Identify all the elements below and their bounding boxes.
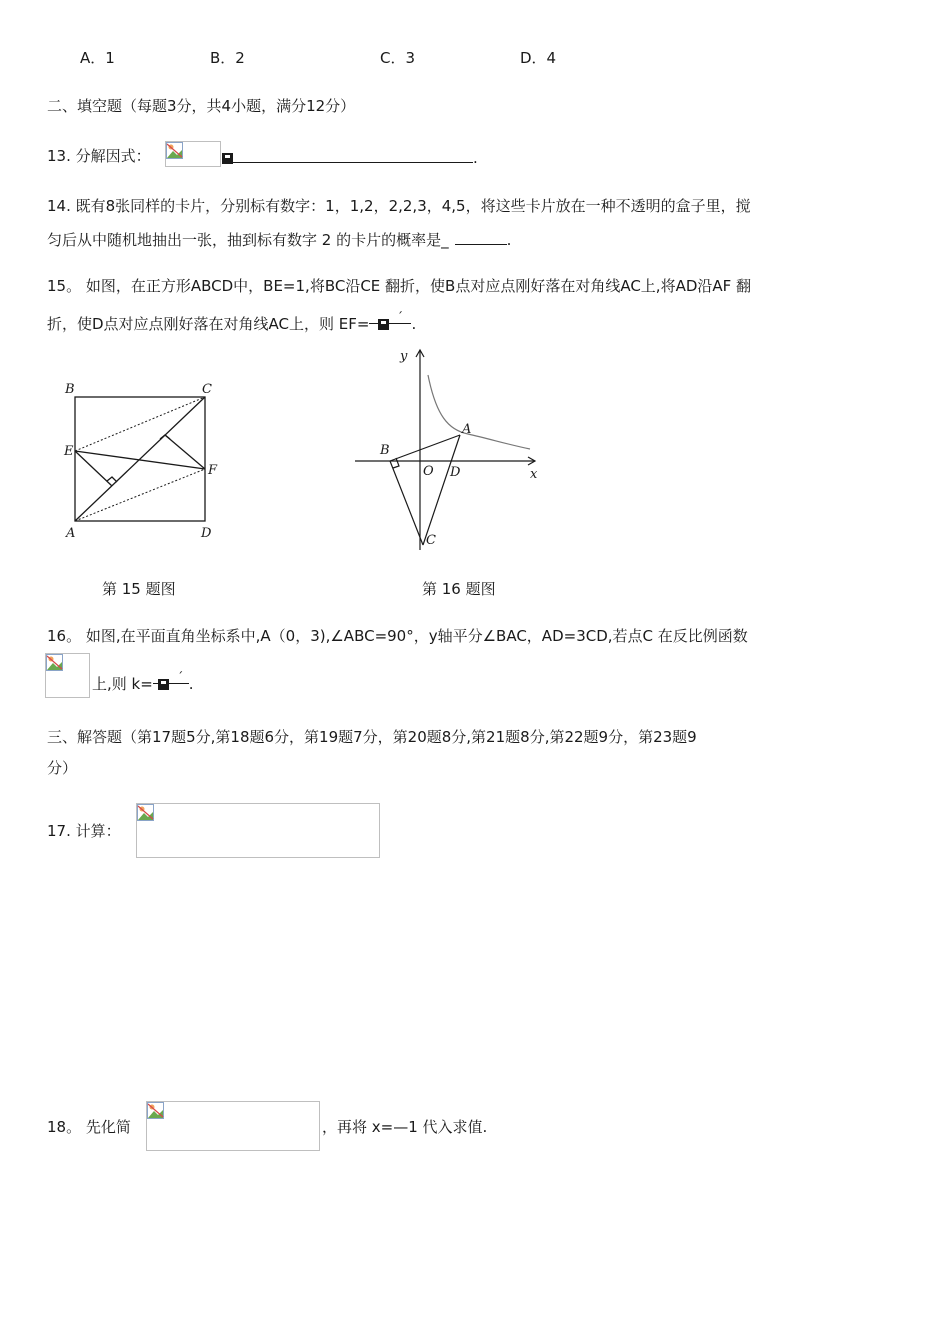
q13-blank — [233, 146, 473, 163]
label-f: F — [208, 463, 218, 478]
q13-expression-image — [165, 141, 221, 167]
figure-16 — [350, 345, 550, 555]
figure-15 — [55, 375, 225, 545]
q16-function-image — [45, 653, 90, 698]
q15-blank — [369, 307, 411, 324]
option-d: D．4 — [520, 49, 557, 67]
option-a: A．1 — [80, 49, 115, 67]
q16-line2 — [92, 667, 194, 694]
q15-line2-suffix: . — [411, 315, 417, 333]
q13-line — [47, 146, 151, 166]
segment-ba — [390, 435, 460, 461]
q18-prefix: 18。 先化简 — [47, 1118, 131, 1136]
segment-e-foot — [75, 451, 112, 486]
right-angle-mark-2 — [160, 435, 170, 439]
label-a: A — [462, 422, 472, 437]
q18-suffix: ，再将 x=—1 代入求值. — [322, 1118, 488, 1136]
q17-prefix: 17. 计算： — [47, 822, 121, 840]
segment-ef — [75, 451, 205, 469]
q15-line2-prefix: 折，使D点对应点刚好落在对角线AC上，则 EF= — [47, 315, 370, 333]
broken-image-icon — [137, 804, 154, 821]
fig15-caption: 第 15 题图 — [102, 580, 176, 598]
q16-line1: 16。 如图,在平面直角坐标系中,A（0，3),∠ABC=90°，y轴平分∠BAC，AD=3CD,若点C 在反比例函数 — [47, 627, 748, 645]
segment-bc — [390, 461, 423, 545]
floppy-icon — [222, 153, 233, 164]
label-c: C — [202, 382, 212, 397]
q16-mark: ´ — [177, 670, 184, 684]
right-angle-mark-1 — [107, 477, 117, 482]
q15-line1: 15。 如图，在正方形ABCD中，BE=1,将BC沿CE 翻折，使B点对应点刚好落在对角线AC上,将AD沿AF 翻 — [47, 277, 752, 295]
label-x: x — [530, 467, 538, 482]
floppy-icon — [158, 679, 169, 690]
section2-heading: 二、填空题（每题3分，共4小题，满分12分） — [47, 97, 356, 115]
q16-line2-prefix: 上,则 k= — [92, 675, 153, 693]
q14-blank — [455, 228, 507, 245]
q15-line2 — [47, 307, 416, 334]
dashed-af — [75, 469, 205, 521]
q14-line1: 14. 既有8张同样的卡片，分别标有数字：1，1,2，2,2,3，4,5，将这些卡片放在一种不透明的盒子里，搅 — [47, 197, 751, 215]
label-a: A — [66, 526, 76, 541]
q13-answer-line — [222, 146, 478, 168]
diagonal-ac — [75, 397, 205, 521]
label-b: B — [65, 382, 75, 397]
label-o: O — [423, 464, 434, 479]
section3-line1: 三、解答题（第17题5分,第18题6分，第19题7分，第20题8分,第21题8分,第22题9分，第23题9 — [47, 728, 697, 746]
floppy-icon — [378, 319, 389, 330]
label-c: C — [426, 533, 436, 548]
option-b: B．2 — [210, 49, 245, 67]
dashed-ce — [75, 397, 205, 451]
q14-line2-suffix: . — [506, 231, 512, 249]
option-c: C．3 — [380, 49, 416, 67]
q14-line2 — [47, 228, 511, 250]
section3-line2: 分） — [47, 759, 78, 777]
broken-image-icon — [147, 1102, 164, 1119]
label-b: B — [380, 443, 390, 458]
q13-suffix: . — [473, 149, 478, 167]
broken-image-icon — [46, 654, 63, 671]
q15-mark: ´ — [396, 310, 403, 324]
hyperbola-curve — [428, 375, 530, 449]
q14-line2-prefix: 匀后从中随机地抽出一张，抽到标有数字 2 的卡片的概率是_ — [47, 231, 449, 249]
q16-line2-suffix: . — [188, 675, 194, 693]
q17-expression-image — [136, 803, 380, 858]
fig16-caption: 第 16 题图 — [422, 580, 496, 598]
q16-blank — [153, 667, 189, 684]
q18-expression-image — [146, 1101, 320, 1151]
label-d: D — [450, 465, 461, 480]
q13-prefix: 13. 分解因式： — [47, 147, 151, 165]
label-e: E — [64, 444, 74, 459]
broken-image-icon — [166, 142, 183, 159]
label-d: D — [201, 526, 212, 541]
segment-ac — [423, 435, 460, 545]
label-y: y — [400, 349, 408, 364]
